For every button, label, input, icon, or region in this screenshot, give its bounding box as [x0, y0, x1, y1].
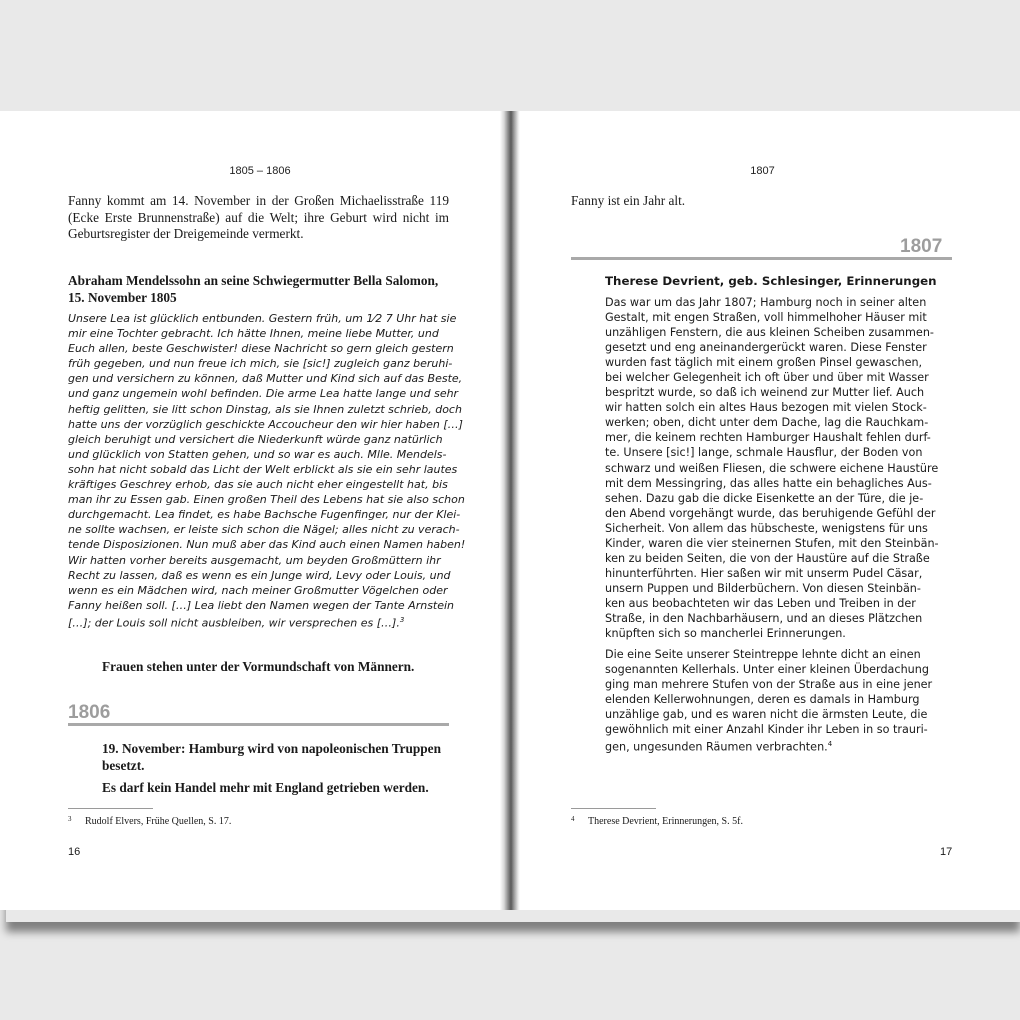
text-line: Sicherheit. Von allem das hübscheste, wenigstens für uns — [605, 521, 928, 535]
text-line: ne sollte wachsen, er leiste sich schon die Nägel; alles nicht zu verach- — [68, 523, 460, 537]
text-line: knüpften sich so mancherlei Erinnerungen. — [605, 627, 846, 641]
text-line: den Abend vorgehängt wurde, das beruhigende Gefühl der — [605, 506, 936, 520]
text-line: durchgemacht. Lea findet, es habe Bachsche Fugenfinger, nur der Klei- — [68, 508, 461, 522]
book-gutter — [500, 111, 520, 910]
women-statement: Frauen stehen unter der Vormundschaft von Männern. — [102, 659, 415, 674]
text-line: Recht zu lassen, daß es wenn es ein Junge wird, Levy oder Louis, und — [68, 568, 451, 582]
text-line: gen und versichern zu können, daß Mutter und Kind sich auf das Beste, — [68, 372, 463, 386]
left-page — [0, 111, 505, 910]
text-line: […]; der Louis soll nicht ausbleiben, wir versprechen es […].$^3$ — [68, 615, 405, 630]
letter-heading-line: 15. November 1805 — [68, 289, 177, 305]
event-napoleonic-occupation — [102, 741, 462, 774]
memoir-paragraph — [605, 295, 965, 641]
text-line: mer, die keinem rechten Hamburger Haushalt fehlen durf- — [605, 431, 931, 445]
text-line: Unsere Lea ist glücklich entbunden. Gestern früh, um 1⁄2 7 Uhr hat sie — [68, 312, 457, 325]
intro-paragraph: Fanny kommt am 14. November in der Großen Michaelisstraße 119 (Ecke Erste Brunnenstraße) auf die Welt; ihre Geburt wird nicht im Geburtsregister der Dreigemeinde vermerkt. — [68, 193, 449, 241]
text-line: hatte uns der vorzüglich geschickte Accoucheur den wir hier haben […] — [68, 417, 463, 431]
text-line: werken; oben, dicht unter dem Dache, lag die Rauchkam- — [605, 416, 929, 430]
footnote-text: Therese Devrient, Erinnerungen, S. 5f. — [588, 816, 743, 827]
text-line: ken zu beiden Seiten, die von der Haustüre auf die Straße — [605, 551, 930, 565]
footnote-rule — [68, 808, 153, 809]
year-rule — [571, 257, 952, 260]
text-line: sehen. Dazu gab die dicke Eisenkette an der Türe, die je- — [605, 491, 924, 505]
text-line: man ihr zu Essen gab. Einen großen Theil des Lebens hat sie also schon — [68, 493, 465, 507]
text-line: und ganz ungemein wohl befinden. Die arme Lea hatte lange und sehr — [68, 387, 459, 401]
right-page — [515, 111, 1020, 910]
text-line: Kinder, waren die vier steinernen Stufen, mit den Steinbän- — [605, 536, 939, 550]
text-line: tende Disposizionen. Nun muß aber das Kind auch einen Namen haben! — [68, 538, 466, 552]
text-line: gesetzt und eng aneinandergerückt waren. Diese Fenster — [605, 341, 927, 355]
running-head: 1805 – 1806 — [229, 165, 291, 177]
event-line: 19. November: Hamburg wird von napoleonischen Truppen — [102, 741, 441, 756]
year-heading: 1806 — [68, 702, 111, 723]
text-line: mir eine Tochter gebracht. Ich hätte Ihnen, meine liebe Mutter, und — [68, 327, 439, 341]
footnote — [68, 815, 231, 827]
text-line: wir hatten solch ein altes Haus bezogen mit vielen Stock- — [605, 401, 927, 415]
event-line: besetzt. — [102, 757, 145, 773]
footnote-rule — [571, 808, 656, 809]
text-line: sohn hat nicht sobald das Licht der Welt erblickt als sie ein sehr lautes — [68, 462, 458, 476]
text-line: schwarz und weißen Fliesen, die schwere eichene Haustüre — [605, 461, 939, 475]
text-line: gleich beruhigt und versichert die Niederkunft würde ganz natürlich — [68, 432, 443, 446]
footnote-reference: 4 — [827, 740, 833, 749]
text-line: mit dem Messingring, das alles hatte ein behagliches Aus- — [605, 476, 932, 490]
text-line: und glücklich von Statten gehen, und so war es auch. Mlle. Mendels- — [68, 447, 447, 461]
text-line: unzählige gab, und es waren nicht die ärmsten Leute, die — [605, 708, 928, 722]
text-line: Die eine Seite unserer Steintreppe lehnte dicht an einen — [605, 648, 921, 661]
text-line: unsern Puppen und Bilderbüchern. Von diesen Steinbän- — [605, 581, 921, 595]
intro-paragraph: Fanny ist ein Jahr alt. — [571, 193, 686, 208]
text-line: ken aus beobachteten wir das Leben und Treiben in der — [605, 596, 916, 610]
text-line: gen, ungesunden Räumen verbrachten.$^4$ — [605, 740, 833, 755]
text-line: te. Unsere [sic!] lange, schmale Hausflur, der Boden von — [605, 446, 923, 460]
text-line: ging man mehrere Stufen von der Straße aus in eine jener — [605, 678, 933, 692]
memoir-paragraph — [605, 647, 965, 755]
letter-heading-line: Abraham Mendelssohn an seine Schwiegermutter Bella Salomon, — [68, 273, 439, 288]
text-line: wurden fast täglich mit einem großen Pinsel gewaschen, — [605, 356, 923, 370]
footnote — [571, 815, 743, 827]
text-line: gewöhnlich mit einer Anzahl Kinder ihr Leben in so trauri- — [605, 723, 928, 737]
text-line: sogenannten Kellerhals. Unter einer kleinen Überdachung — [605, 663, 929, 677]
year-rule — [68, 723, 449, 726]
text-line: bespritzt wurde, so daß ich weinend zur Mutter lief. Auch — [605, 386, 925, 400]
event-trade-ban: Es darf kein Handel mehr mit England getrieben werden. — [102, 780, 429, 795]
text-line: elenden Kellerwohnungen, deren es damals in Hamburg — [605, 693, 920, 707]
running-head: 1807 — [750, 165, 775, 177]
text-line: Gestalt, mit engen Straßen, voll himmelhoher Häuser mit — [605, 311, 927, 325]
text-line: früh gegeben, und nun freue ich mich, sie [sic!] zugleich ganz beruhi- — [68, 357, 453, 371]
footnote-mark: 3 — [68, 815, 72, 823]
text-line: Euch allen, beste Geschwister! diese Nachricht so gern gleich gestern — [68, 342, 454, 356]
page-number: 17 — [940, 846, 953, 858]
text-line: Fanny heißen soll. […] Lea liebt den Namen wegen der Tante Arnstein — [68, 598, 455, 612]
text-line: unzähligen Fenstern, die aus kleinen Scheiben zusammen- — [605, 326, 934, 340]
letter-heading — [68, 273, 458, 306]
year-heading: 1807 — [900, 236, 943, 257]
text-line: hinunterführten. Hier saßen wir mit unserm Pudel Cäsar, — [605, 566, 923, 580]
text-line: heftig gelitten, sie litt schon Dinstag, als sie Ihnen zuletzt schrieb, doch — [68, 402, 462, 416]
text-line: bei welcher Gelegenheit ich oft über und über mit Wasser — [605, 371, 929, 385]
footnote-mark: 4 — [571, 815, 575, 823]
text-line: Das war um das Jahr 1807; Hamburg noch in seiner alten — [605, 296, 927, 309]
text-line: wenn es ein Mädchen wird, nach meiner Großmutter Vögelchen oder — [68, 583, 448, 597]
footnote-reference: 3 — [399, 615, 405, 624]
footnote-text: Rudolf Elvers, Frühe Quellen, S. 17. — [85, 816, 232, 827]
page-number: 16 — [68, 846, 81, 858]
text-line: Straße, in den Nachbarhäusern, und an dieses Plätzchen — [605, 611, 923, 625]
text-line: kräftiges Geschrey erhob, das sie auch nicht eher eingestellt hat, bis — [68, 478, 448, 492]
text-line: Wir hatten vorher bereits ausgemacht, um beyden Großmüttern ihr — [68, 553, 441, 567]
memoir-heading: Therese Devrient, geb. Schlesinger, Erinnerungen — [605, 274, 937, 288]
letter-quote — [68, 311, 466, 631]
